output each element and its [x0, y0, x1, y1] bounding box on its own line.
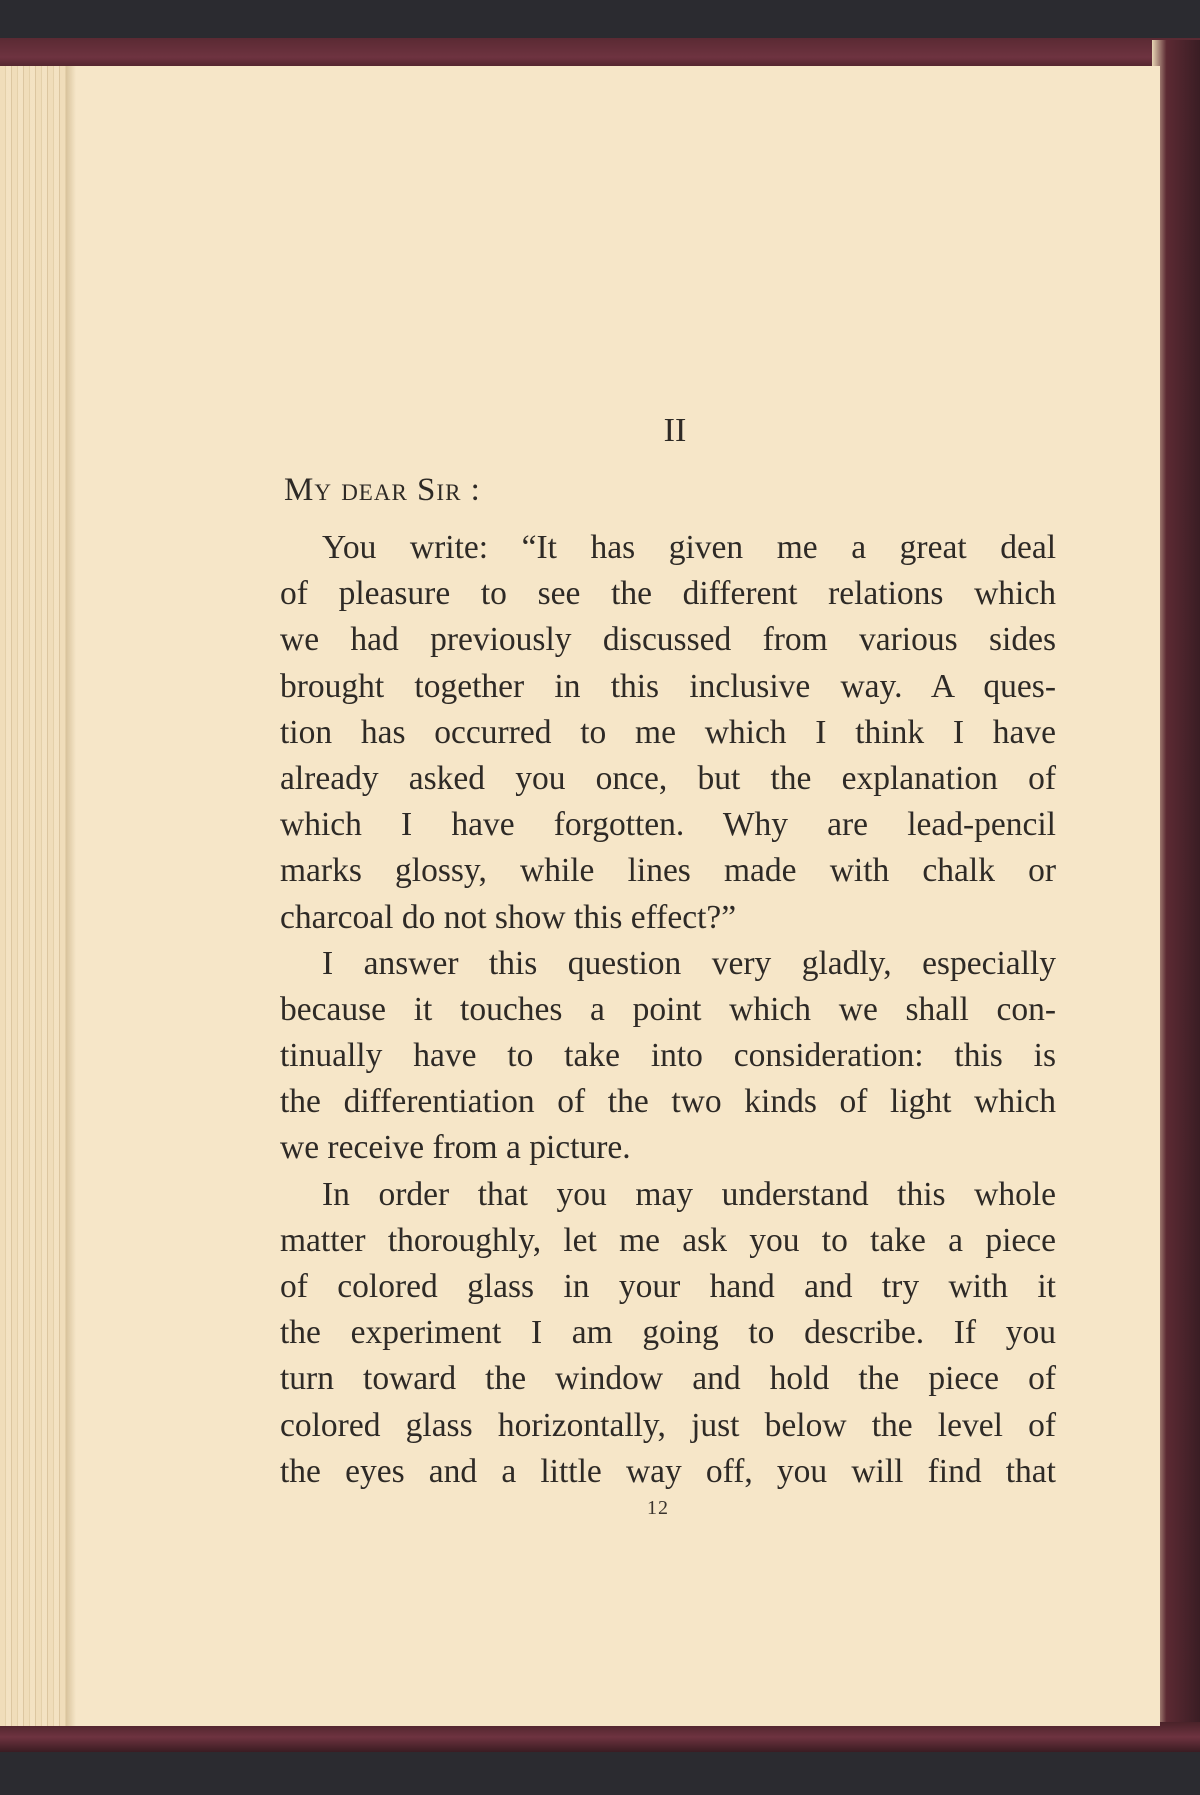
text-line: colored glass horizontally, just below the level of: [280, 1406, 1056, 1444]
text-line: already asked you once, but the explanation of: [280, 759, 1056, 797]
text-line: which I have forgotten. Why are lead-pencil: [280, 806, 1056, 844]
page-gutter: [66, 66, 76, 1726]
text-line: the eyes and a little way off, you will find that: [280, 1452, 1056, 1490]
text-line: matter thoroughly, let me ask you to take a piece: [280, 1221, 1056, 1259]
text-line: I answer this question very gladly, especially: [322, 944, 1056, 982]
page-stack-edges: [0, 66, 72, 1726]
text-line: of pleasure to see the different relations which: [280, 575, 1056, 613]
page-number: 12: [647, 1497, 669, 1519]
text-line: marks glossy, while lines made with chalk or: [280, 852, 1056, 890]
text-line: charcoal do not show this effect?”: [280, 898, 737, 936]
text-line: turn toward the window and hold the piece of: [280, 1360, 1056, 1398]
text-line: tion has occurred to me which I think I have: [280, 713, 1056, 751]
text-line: In order that you may understand this whole: [322, 1175, 1056, 1213]
text-line: because it touches a point which we shall con-: [280, 990, 1056, 1028]
chapter-number: II: [663, 412, 687, 449]
book-cover-bottom-edge: [0, 1722, 1200, 1752]
paragraph: [280, 1172, 1056, 1495]
text-line: of colored glass in your hand and try with it: [280, 1268, 1056, 1305]
text-line: we receive from a picture.: [280, 1129, 631, 1167]
text-line: brought together in this inclusive way. A ques-: [280, 667, 1056, 705]
body-text: [280, 525, 1056, 1495]
text-line: tinually have to take into consideration: this is: [280, 1037, 1056, 1075]
text-line: the experiment I am going to describe. If you: [280, 1314, 1056, 1352]
salutation: My dear Sir :: [284, 472, 481, 508]
paragraph: [280, 525, 1056, 941]
text-line: we had previously discussed from various sides: [280, 621, 1056, 659]
text-line: You write: “It has given me a great deal: [322, 529, 1056, 566]
text-line: the differentiation of the two kinds of light which: [280, 1083, 1056, 1121]
paragraph: [280, 941, 1056, 1172]
